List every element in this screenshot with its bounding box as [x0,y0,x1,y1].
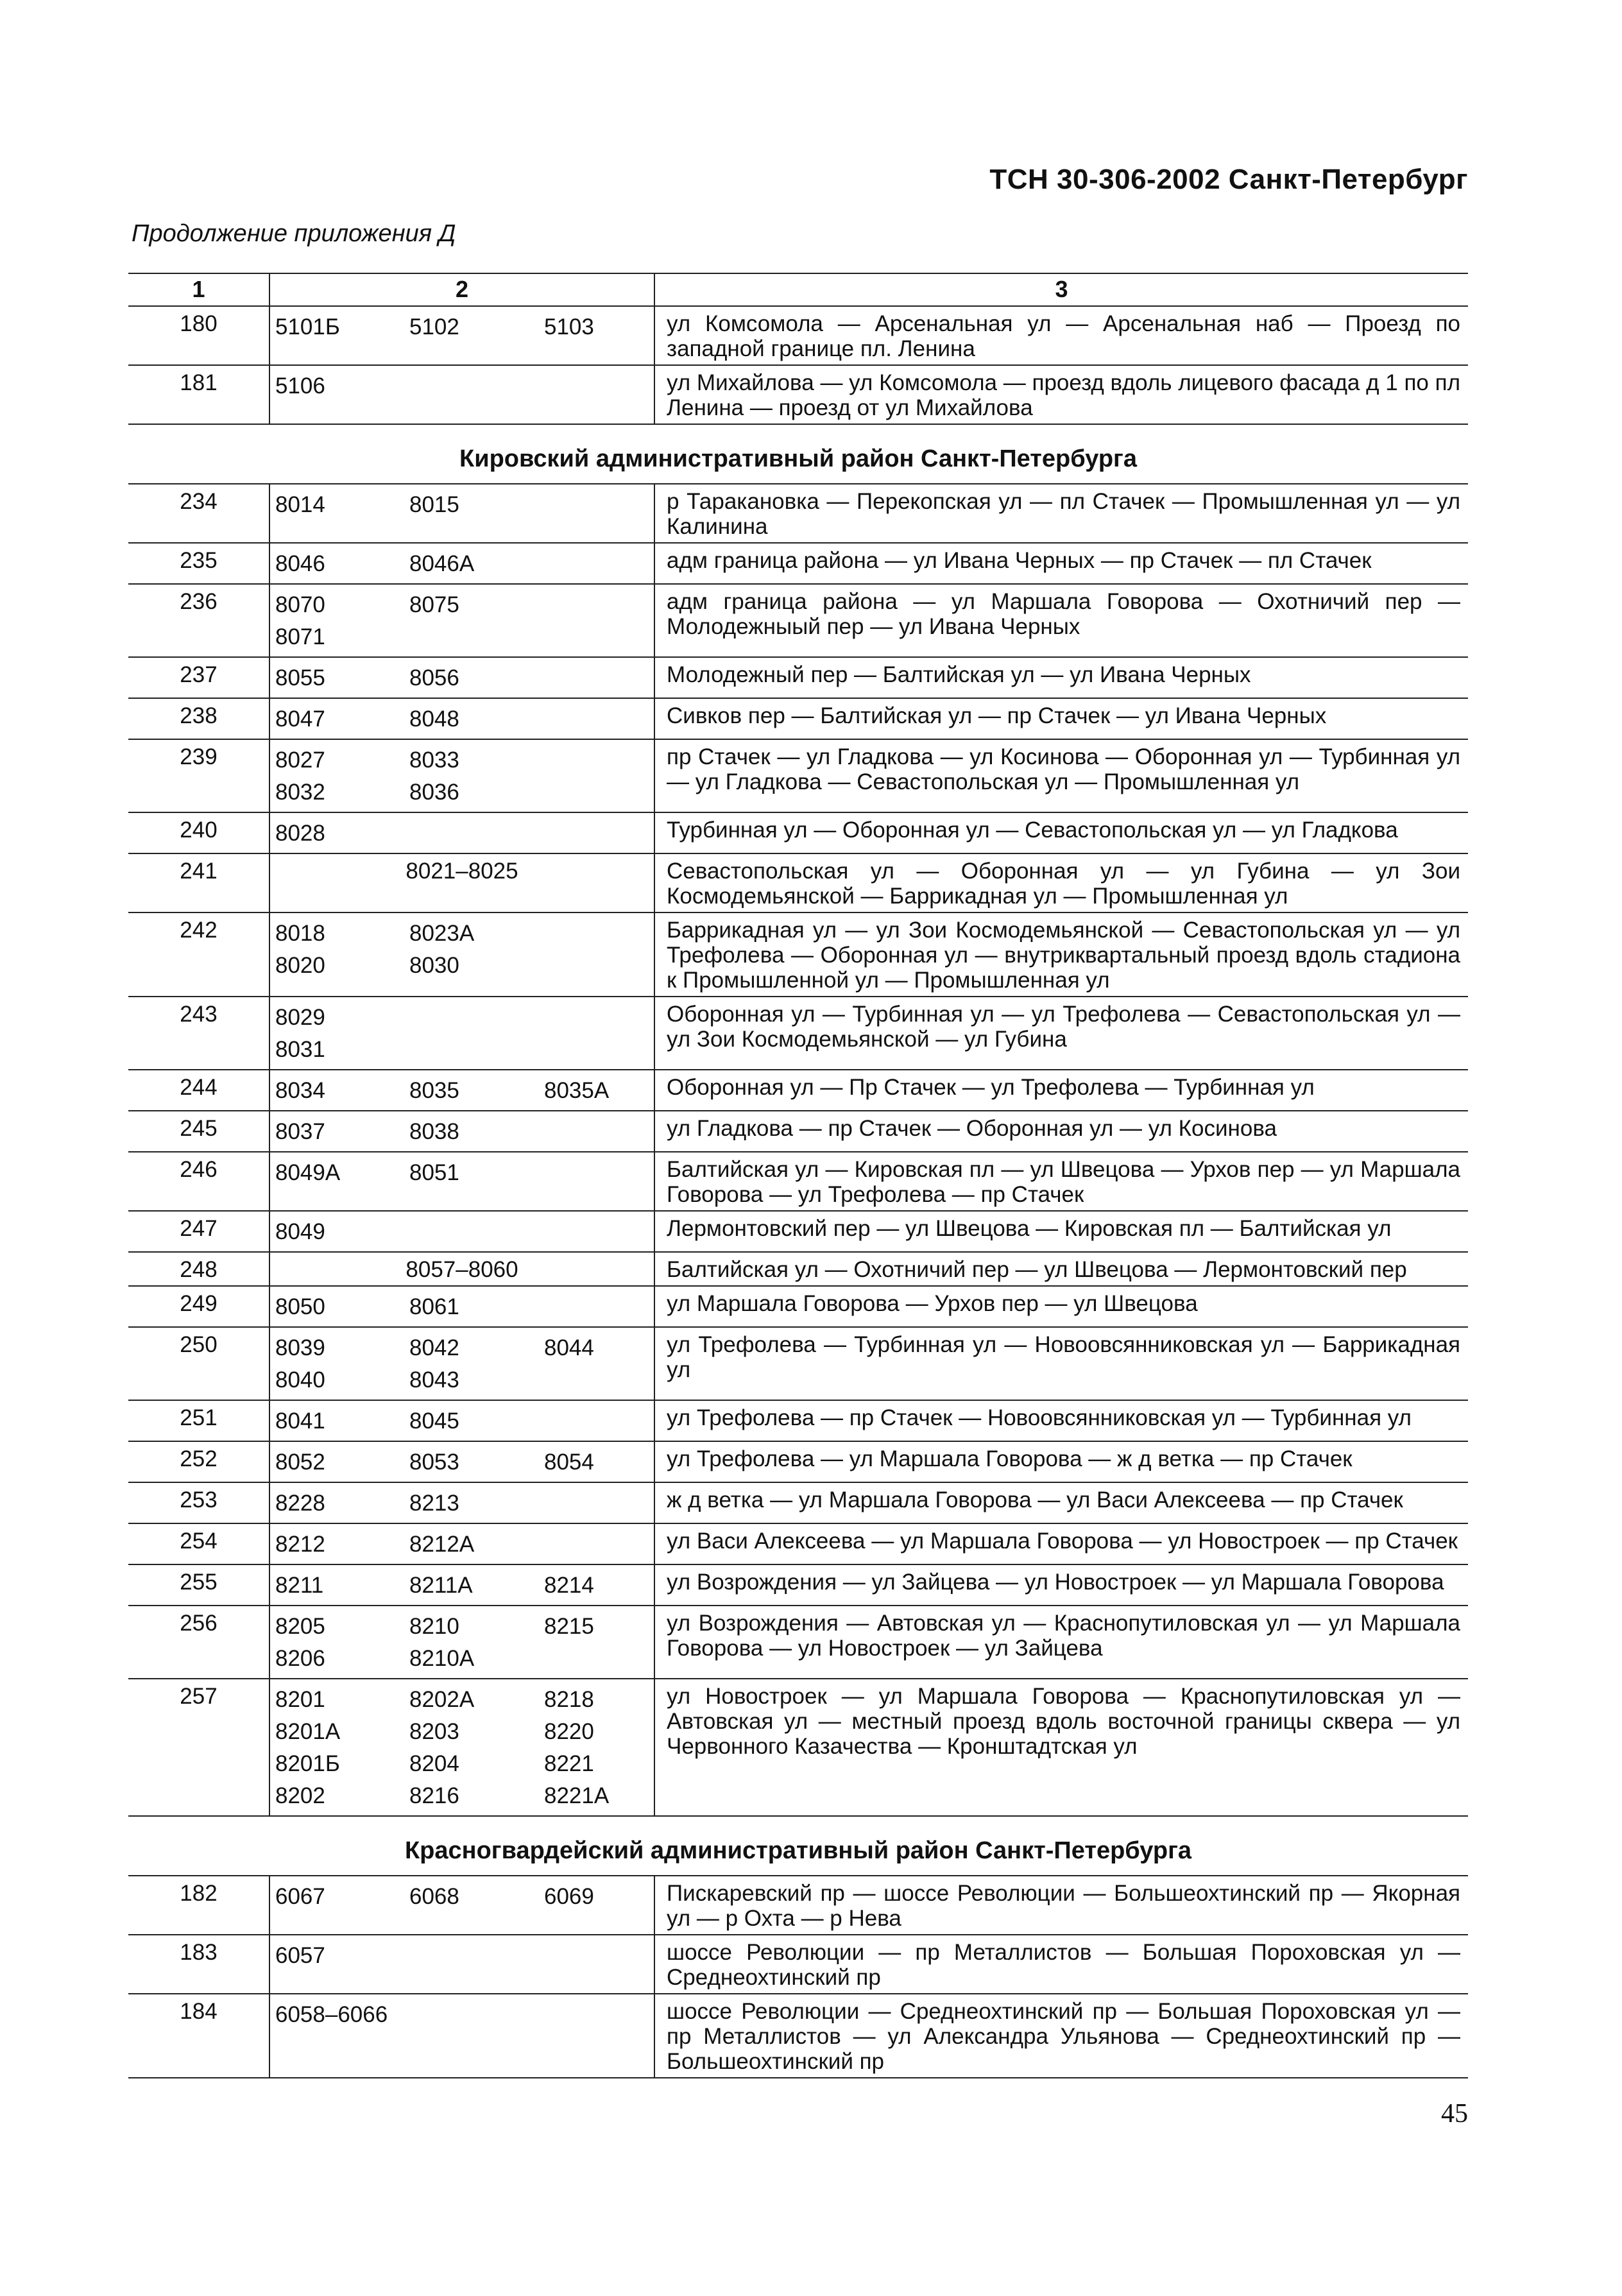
code-cell [404,1441,539,1482]
code-cell [269,484,404,543]
code-value: 5102 [409,314,459,339]
route-description: Турбинная ул — Оборонная ул — Севастопольская ул — ул Гладкова [654,812,1468,853]
code-cell [404,584,539,657]
code-cell [539,306,654,365]
row-number: 242 [128,912,269,997]
route-description: ул Трефолева — ул Маршала Говорова — ж д ветка — пр Стачек [654,1441,1468,1482]
streets-table [128,273,1468,2078]
code-value: 8023А [409,921,475,946]
row-number: 239 [128,739,269,812]
code-value: 8018 [275,921,325,946]
code-value: 8048 [409,707,459,732]
row-number: 243 [128,997,269,1070]
code-cell [539,365,654,424]
code-value: 8036 [409,780,459,805]
code-cell [404,1482,539,1523]
route-description: Балтийская ул — Охотничий пер — ул Швецова — Лермонтовский пер [654,1252,1468,1286]
code-value [409,1999,534,2031]
table-row [128,365,1468,424]
code-cell [539,543,654,584]
code-cell [539,1876,654,1935]
code-cell [539,1152,654,1211]
code-cell [539,698,654,739]
code-value: 8039 [275,1335,325,1360]
route-description: ул Васи Алексеева — ул Маршала Говорова — ул Новостроек — пр Стачек [654,1523,1468,1564]
table-row [128,853,1468,912]
code-value [544,1291,649,1323]
code-value [544,950,649,982]
row-number: 248 [128,1252,269,1286]
code-value [544,918,649,950]
code-value: 8218 [544,1687,594,1712]
code-value [409,1002,534,1034]
code-value: 8210А [409,1646,475,1671]
code-cell [404,484,539,543]
code-cell [269,1935,404,1994]
code-cell [269,1441,404,1482]
code-cell [404,997,539,1070]
code-cell [269,1606,404,1679]
column-header-1: 1 [128,273,269,306]
code-value [544,1529,649,1561]
code-cell [539,812,654,853]
table-row [128,698,1468,739]
code-cell [539,1111,654,1152]
table-row [128,1070,1468,1111]
route-description: ж д ветка — ул Маршала Говорова — ул Васи Алексеева — пр Стачек [654,1482,1468,1523]
table-row [128,1523,1468,1564]
table-header-row [128,273,1468,306]
code-cell [539,997,654,1070]
code-value: 8052 [275,1450,325,1475]
code-value: 8029 [275,1005,325,1030]
code-cell [404,543,539,584]
code-cell [404,1400,539,1441]
row-number: 251 [128,1400,269,1441]
table-row [128,1111,1468,1152]
column-header-3: 3 [654,273,1468,306]
code-value [409,370,534,402]
code-value: 8042 [409,1335,459,1360]
code-cell [269,1679,404,1816]
row-number: 255 [128,1564,269,1606]
route-description: Лермонтовский пер — ул Швецова — Кировская пл — Балтийская ул [654,1211,1468,1252]
code-cell [539,1994,654,2078]
table-row [128,1994,1468,2078]
code-cell [539,1400,654,1441]
code-value [544,703,649,735]
code-cell [404,306,539,365]
code-value [544,1157,649,1189]
code-cell [539,484,654,543]
route-description: Молодежный пер — Балтийская ул — ул Ивана Черных [654,657,1468,698]
row-number: 184 [128,1994,269,2078]
row-number: 236 [128,584,269,657]
code-cell [539,1441,654,1482]
code-value [544,744,649,776]
code-value: 8040 [275,1367,325,1392]
code-cell [269,698,404,739]
code-value: 8210 [409,1614,459,1639]
code-value [544,1999,649,2031]
code-value: 8206 [275,1646,325,1671]
row-number: 240 [128,812,269,853]
route-description: Оборонная ул — Пр Стачек — ул Трефолева — Турбинная ул [654,1070,1468,1111]
code-value: 8221 [544,1751,594,1776]
code-value [544,818,649,850]
table-row [128,1876,1468,1935]
code-cell [539,1070,654,1111]
table-row [128,1935,1468,1994]
table-row [128,1400,1468,1441]
route-description: ул Трефолева — пр Стачек — Новоовсянниковская ул — Турбинная ул [654,1400,1468,1441]
code-cell [539,657,654,698]
code-value: 8202А [409,1687,475,1712]
route-description: адм граница района — ул Ивана Черных — пр Стачек — пл Стачек [654,543,1468,584]
code-cell [404,365,539,424]
row-number: 256 [128,1606,269,1679]
route-description: Сивков пер — Балтийская ул — пр Стачек — ул Ивана Черных [654,698,1468,739]
code-value: 8055 [275,665,325,690]
table-row [128,1606,1468,1679]
table-row [128,812,1468,853]
table-row [128,1482,1468,1523]
code-value [544,370,649,402]
route-description: Оборонная ул — Турбинная ул — ул Трефолева — Севастопольская ул — ул Зои Космодемьянской — ул Губина [654,997,1468,1070]
code-value: 8035А [544,1078,610,1103]
code-cell [539,1286,654,1327]
code-value [409,818,534,850]
code-value [544,1034,649,1066]
row-number: 237 [128,657,269,698]
code-cell [404,1286,539,1327]
row-number: 183 [128,1935,269,1994]
code-value: 8075 [409,592,459,617]
code-value [544,489,649,521]
code-value: 8037 [275,1119,325,1144]
code-cell [404,1876,539,1935]
code-value: 8211 [275,1573,324,1598]
table-row [128,1679,1468,1816]
code-cell [269,1400,404,1441]
code-value: 8201 [275,1687,325,1712]
code-value [409,1940,534,1972]
code-value: 8212А [409,1532,475,1557]
section-title-row [128,424,1468,484]
code-cell [269,1327,404,1400]
code-value: 8054 [544,1450,594,1475]
code-value [544,1364,649,1396]
row-number: 182 [128,1876,269,1935]
code-value: 8051 [409,1160,459,1185]
code-cell [269,1994,404,2078]
code-value [544,776,649,809]
table-row [128,1564,1468,1606]
code-value: 8035 [409,1078,459,1103]
table-body [128,306,1468,2078]
code-value: 8215 [544,1614,594,1639]
section-title: Красногвардейский административный район Санкт-Петербурга [128,1816,1468,1876]
code-value: 8211А [409,1573,473,1598]
code-value: 8014 [275,492,325,517]
code-value: 8049А [275,1160,341,1185]
code-value: 8061 [409,1294,459,1319]
code-value: 5106 [275,373,325,398]
code-value: 8031 [275,1037,325,1062]
route-description: ул Возрождения — Автовская ул — Краснопутиловская ул — ул Маршала Говорова — ул Новостроек — ул Зайцева [654,1606,1468,1679]
code-value [409,1034,534,1066]
code-value: 6057 [275,1943,325,1968]
row-number: 257 [128,1679,269,1816]
code-cell [269,739,404,812]
table-row [128,1252,1468,1286]
code-value: 8047 [275,707,325,732]
code-cell [404,1564,539,1606]
table-row [128,657,1468,698]
code-value [544,1002,649,1034]
row-number: 250 [128,1327,269,1400]
code-value [544,589,649,621]
table-row [128,997,1468,1070]
code-cell [269,1070,404,1111]
section-title-row [128,1816,1468,1876]
route-description: ул Трефолева — Турбинная ул — Новоовсянниковская ул — Баррикадная ул [654,1327,1468,1400]
section-title: Кировский административный район Санкт-Петербурга [128,424,1468,484]
code-value: 8045 [409,1409,459,1434]
table-row [128,1286,1468,1327]
code-value: 6069 [544,1884,594,1909]
code-cell [269,657,404,698]
code-cell [539,584,654,657]
row-number: 244 [128,1070,269,1111]
row-number: 252 [128,1441,269,1482]
code-value: 8032 [275,780,325,805]
row-number: 234 [128,484,269,543]
code-cell [539,1211,654,1252]
code-cell [539,1564,654,1606]
code-cell [404,1211,539,1252]
row-number: 253 [128,1482,269,1523]
code-value: 8213 [409,1491,459,1516]
code-value: 8056 [409,665,459,690]
code-cell [404,739,539,812]
route-description: Севастопольская ул — Оборонная ул — ул Губина — ул Зои Космодемьянской — Баррикадная ул — Промышленная ул [654,853,1468,912]
code-value: 8038 [409,1119,459,1144]
route-description: шоссе Революции — пр Металлистов — Большая Пороховская ул — Среднеохтинский пр [654,1935,1468,1994]
code-value: 8221А [544,1783,610,1808]
code-range: 8021–8025 [269,853,654,912]
route-description: Пискаревский пр — шоссе Революции — Большеохтинский пр — Якорная ул — р Охта — р Нева [654,1876,1468,1935]
route-description: ул Михайлова — ул Комсомола — проезд вдоль лицевого фасада д 1 по пл Ленина — проезд от ул Михайлова [654,365,1468,424]
table-row [128,484,1468,543]
code-cell [539,1679,654,1816]
code-value [544,1487,649,1520]
code-value: 8214 [544,1573,594,1598]
route-description: ул Гладкова — пр Стачек — Оборонная ул — ул Косинова [654,1111,1468,1152]
code-cell [404,812,539,853]
route-description: адм граница района — ул Маршала Говорова — Охотничий пер — Молодежныый пер — ул Ивана Черных [654,584,1468,657]
code-value: 8028 [275,821,325,846]
code-cell [404,698,539,739]
code-value [544,1216,649,1248]
code-cell [269,1876,404,1935]
code-value: 8203 [409,1719,459,1744]
table-row [128,1152,1468,1211]
code-cell [539,1482,654,1523]
table-row [128,306,1468,365]
code-cell [269,1111,404,1152]
code-cell [404,1111,539,1152]
route-description: шоссе Революции — Среднеохтинский пр — Большая Пороховская ул — пр Металлистов — ул Александра Ульянова — Среднеохтинский пр — Большеохтинский пр [654,1994,1468,2078]
row-number: 180 [128,306,269,365]
code-value [409,1216,534,1248]
code-value [544,548,649,580]
code-cell [539,739,654,812]
table-row [128,912,1468,997]
table-row [128,1211,1468,1252]
code-value: 5101Б [275,314,340,339]
code-value: 8034 [275,1078,325,1103]
table-row [128,584,1468,657]
code-value: 8070 [275,592,325,617]
code-value [544,1405,649,1437]
continuation-caption: Продолжение приложения Д [132,220,456,247]
code-value: 8020 [275,953,325,978]
code-cell [539,912,654,997]
code-value: 8046А [409,551,475,576]
route-description: Баррикадная ул — ул Зои Космодемьянской — Севастопольская ул — ул Трефолева — Оборонная ул — внутриквартальный проезд вдоль стадиона к Промышленной ул — Промышленная ул [654,912,1468,997]
route-description: ул Маршала Говорова — Урхов пер — ул Швецова [654,1286,1468,1327]
code-cell [269,543,404,584]
code-value: 6067 [275,1884,325,1909]
code-value: 8220 [544,1719,594,1744]
row-number: 249 [128,1286,269,1327]
route-description: ул Возрождения — ул Зайцева — ул Новостроек — ул Маршала Говорова [654,1564,1468,1606]
code-value: 8053 [409,1450,459,1475]
code-cell [269,1523,404,1564]
code-cell [539,1935,654,1994]
code-value: 8027 [275,748,325,773]
code-value [544,1940,649,1972]
code-value: 8205 [275,1614,325,1639]
code-cell [404,1606,539,1679]
code-value: 8044 [544,1335,594,1360]
code-cell [404,1070,539,1111]
code-cell [539,1523,654,1564]
code-value: 8043 [409,1367,459,1392]
page-number: 45 [1441,2099,1468,2129]
route-description: Балтийская ул — Кировская пл — ул Швецова — Урхов пер — ул Маршала Говорова — ул Трефолева — пр Стачек [654,1152,1468,1211]
code-value [544,1643,649,1675]
code-cell [269,306,404,365]
column-header-2: 2 [269,273,654,306]
code-cell [539,1606,654,1679]
code-value: 8216 [409,1783,459,1808]
code-range: 8057–8060 [269,1252,654,1286]
code-cell [269,365,404,424]
code-value: 8046 [275,551,325,576]
code-value: 5103 [544,314,594,339]
code-value: 8202 [275,1783,325,1808]
code-value: 8201А [275,1719,341,1744]
row-number: 181 [128,365,269,424]
code-value [544,621,649,653]
code-value: 8030 [409,953,459,978]
code-cell [404,1523,539,1564]
row-number: 245 [128,1111,269,1152]
table-row [128,739,1468,812]
code-value: 8049 [275,1219,325,1244]
code-cell [404,912,539,997]
code-cell [269,997,404,1070]
code-value: 8212 [275,1532,325,1557]
code-value [544,1116,649,1148]
row-number: 235 [128,543,269,584]
table-row [128,1441,1468,1482]
code-cell [269,912,404,997]
code-cell [404,1152,539,1211]
table-row [128,543,1468,584]
code-cell [269,1211,404,1252]
code-value: 8228 [275,1491,325,1516]
code-cell [404,1994,539,2078]
code-value [409,621,534,653]
code-cell [404,657,539,698]
code-value: 8015 [409,492,459,517]
code-cell [404,1679,539,1816]
code-cell [269,1286,404,1327]
row-number: 238 [128,698,269,739]
code-value: 8201Б [275,1751,340,1776]
code-cell [539,1327,654,1400]
code-cell [269,812,404,853]
row-number: 241 [128,853,269,912]
route-description: р Таракановка — Перекопская ул — пл Стачек — Промышленная ул — ул Калинина [654,484,1468,543]
code-cell [404,1327,539,1400]
row-number: 246 [128,1152,269,1211]
route-description: ул Комсомола — Арсенальная ул — Арсенальная наб — Проезд по западной границе пл. Ленина [654,306,1468,365]
document-header-title: ТСН 30-306-2002 Санкт-Петербург [989,164,1468,195]
code-value: 8050 [275,1294,325,1319]
code-cell [269,1564,404,1606]
code-value: 6058–6066 [275,2002,388,2027]
table-row [128,1327,1468,1400]
code-value: 8041 [275,1409,325,1434]
row-number: 247 [128,1211,269,1252]
code-value: 8204 [409,1751,459,1776]
code-cell [269,584,404,657]
route-description: пр Стачек — ул Гладкова — ул Косинова — Оборонная ул — Турбинная ул — ул Гладкова — Севастопольская ул — Промышленная ул [654,739,1468,812]
code-value: 8033 [409,748,459,773]
code-value: 8071 [275,624,325,649]
code-value [544,662,649,694]
code-cell [269,1152,404,1211]
code-cell [269,1482,404,1523]
code-value: 6068 [409,1884,459,1909]
row-number: 254 [128,1523,269,1564]
code-cell [404,1935,539,1994]
route-description: ул Новостроек — ул Маршала Говорова — Краснопутиловская ул — Автовская ул — местный проезд вдоль восточной границы сквера — ул Червонного Казачества — Кронштадтская ул [654,1679,1468,1816]
